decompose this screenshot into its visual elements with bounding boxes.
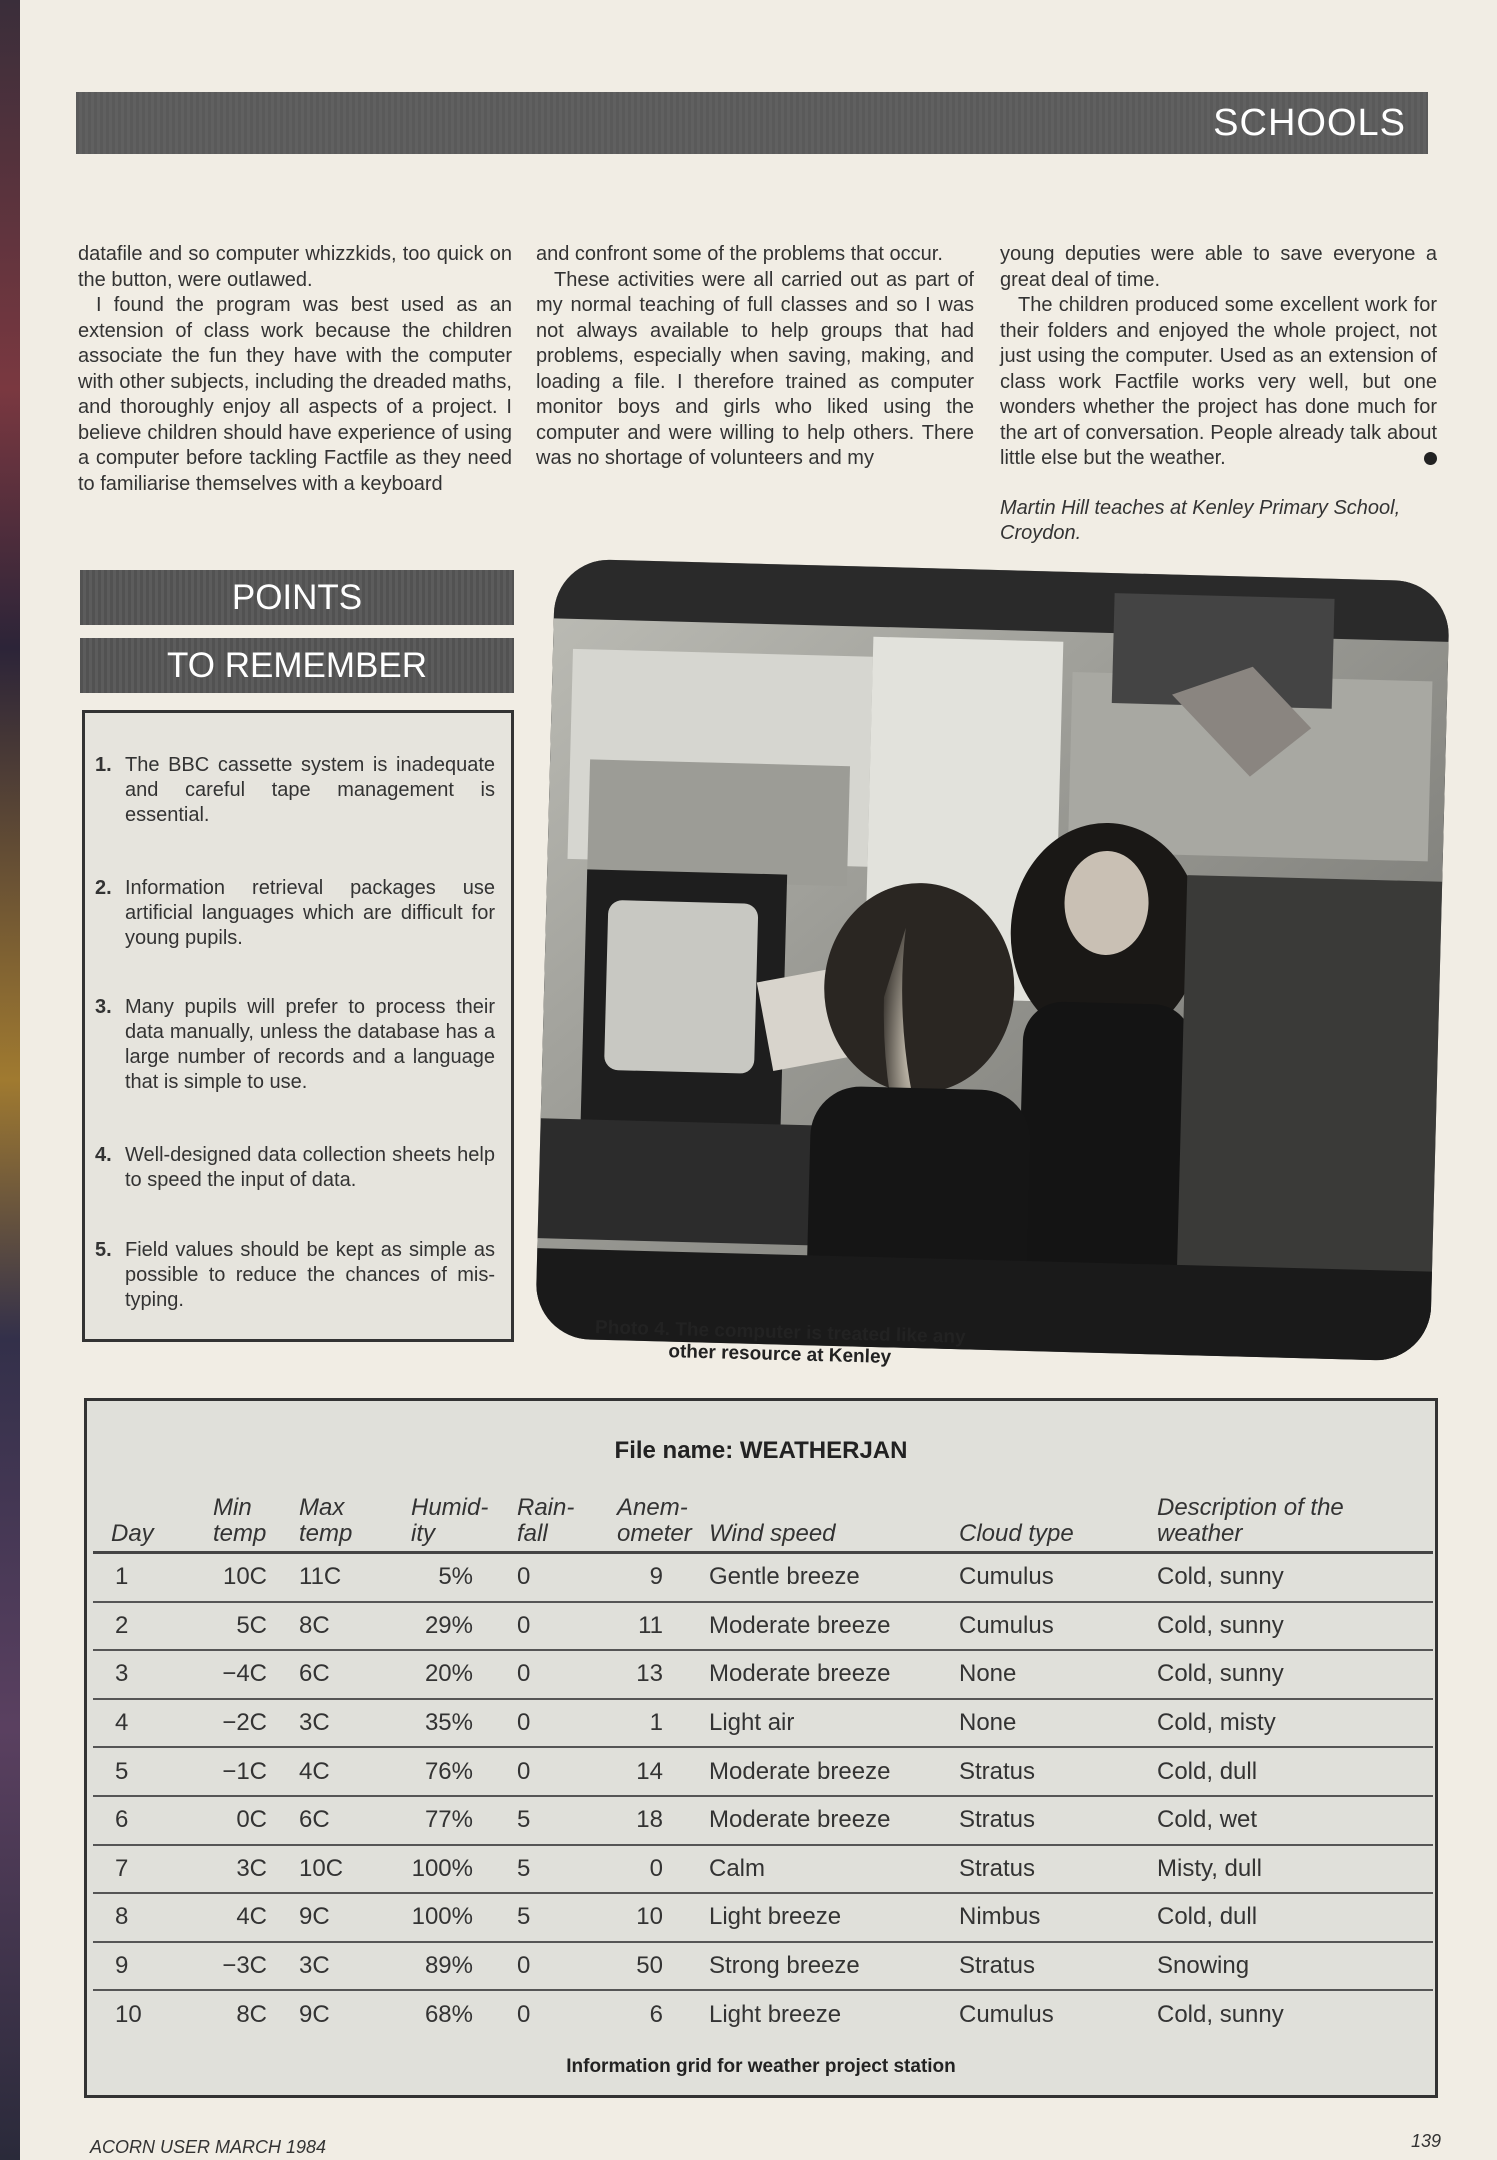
table-cell: 5 xyxy=(499,1845,599,1894)
table-cell: 14 xyxy=(599,1747,699,1796)
table-cell: 5% xyxy=(389,1553,499,1602)
table-row xyxy=(93,1942,1433,1991)
list-item xyxy=(95,753,495,828)
photo-illustration xyxy=(535,558,1450,1361)
table-body xyxy=(93,1553,1433,2038)
table-row xyxy=(93,1602,1433,1651)
item-text: Many pupils will prefer to process their data manually, unless the database has a large number of records and a language that is simple to use. xyxy=(125,996,495,1093)
table-cell: 5 xyxy=(499,1893,599,1942)
list-item xyxy=(95,995,495,1095)
table-cell: 11 xyxy=(599,1602,699,1651)
table-cell: Misty, dull xyxy=(1157,1845,1433,1894)
paragraph: These activities were all carried out as part of my normal teaching of full classes and so I was not always available to help groups that had problems, especially when saving, making, and loading a file. I therefore trained as computer monitor boys and girls who liked using the computer and were willing to help others. There was no shortage of volunteers and my xyxy=(536,268,974,469)
section-title: SCHOOLS xyxy=(1213,102,1406,144)
table-cell: 0 xyxy=(499,1699,599,1748)
paragraph xyxy=(1000,293,1437,472)
table-cell: 9C xyxy=(279,1893,389,1942)
item-number: 1. xyxy=(95,754,112,776)
column-header: Wind speed xyxy=(699,1477,949,1553)
column-header: Anem- ometer xyxy=(599,1477,699,1553)
list-item xyxy=(95,876,495,951)
article-column-2 xyxy=(536,242,974,472)
table-cell: 29% xyxy=(389,1602,499,1651)
table-cell: 10C xyxy=(183,1553,279,1602)
article-column-1 xyxy=(78,242,512,497)
table-cell: 8C xyxy=(279,1602,389,1651)
section-header-bar xyxy=(76,92,1428,154)
table-cell: None xyxy=(949,1650,1157,1699)
table-cell: 11C xyxy=(279,1553,389,1602)
table-row xyxy=(93,1699,1433,1748)
points-heading-line1: POINTS xyxy=(80,570,514,625)
publication-footer: ACORN USER MARCH 1984 xyxy=(90,2137,327,2157)
table-cell: Strong breeze xyxy=(699,1942,949,1991)
table-cell: 0 xyxy=(499,1602,599,1651)
table-cell: Moderate breeze xyxy=(699,1650,949,1699)
table-cell: Cold, misty xyxy=(1157,1699,1433,1748)
table-cell: 9 xyxy=(93,1942,183,1991)
points-heading-line2: TO REMEMBER xyxy=(80,638,514,693)
table-cell: 6 xyxy=(649,2000,663,2028)
table-cell: 1 xyxy=(599,1699,699,1748)
table-cell: 0 xyxy=(499,1942,599,1991)
table-cell: 68% xyxy=(424,2000,473,2028)
table-cell: 20% xyxy=(389,1650,499,1699)
table-cell: 0C xyxy=(183,1796,279,1845)
table-cell: 8 xyxy=(93,1893,183,1942)
table-cell: None xyxy=(949,1699,1157,1748)
table-cell: 0 xyxy=(599,1845,699,1894)
table-cell: Cold, sunny xyxy=(1157,2000,1284,2028)
column-header: Day xyxy=(93,1477,183,1553)
table-cell: Cumulus xyxy=(949,1553,1157,1602)
page-number: 139 xyxy=(1410,2131,1441,2151)
column-header: Rain- fall xyxy=(499,1477,599,1553)
information-grid-box xyxy=(84,1398,1438,2098)
paragraph: and confront some of the problems that occur. xyxy=(536,243,943,265)
table-cell: 100% xyxy=(389,1845,499,1894)
column-header: Humid- ity xyxy=(389,1477,499,1553)
table-cell: 5 xyxy=(93,1747,183,1796)
table-cell: Calm xyxy=(699,1845,949,1894)
item-number: 2. xyxy=(95,877,112,899)
table-cell: 10 xyxy=(599,1893,699,1942)
item-number: 3. xyxy=(95,996,112,1018)
table-cell: 8C xyxy=(236,2000,267,2028)
table-cell: Cold, dull xyxy=(1157,1747,1433,1796)
table-cell: Cumulus xyxy=(959,2000,1054,2028)
table-cell: Cold, sunny xyxy=(1157,1553,1433,1602)
table-cell: 2 xyxy=(93,1602,183,1651)
grid-title: File name: WEATHERJAN xyxy=(614,1437,908,1464)
table-cell: 10C xyxy=(279,1845,389,1894)
table-row xyxy=(93,1893,1433,1942)
author-byline: Martin Hill teaches at Kenley Primary School, Croydon. xyxy=(1000,496,1401,544)
table-cell: −4C xyxy=(183,1650,279,1699)
item-text: Well-designed data collection sheets help to speed the input of data. xyxy=(125,1144,495,1191)
end-of-article-bullet-icon xyxy=(1424,452,1437,465)
table-cell: Moderate breeze xyxy=(699,1796,949,1845)
photo-caption: Photo 4. The computer is treated like any other resource at Kenley xyxy=(594,1317,966,1368)
column-header: Max temp xyxy=(279,1477,389,1553)
grid-caption: Information grid for weather project station xyxy=(566,2056,956,2077)
table-cell: Light air xyxy=(699,1699,949,1748)
paragraph: datafile and so computer whizzkids, too quick on the button, were outlawed. xyxy=(78,243,512,291)
table-cell: Moderate breeze xyxy=(699,1747,949,1796)
table-cell: 3C xyxy=(183,1845,279,1894)
table-cell: Nimbus xyxy=(949,1893,1157,1942)
table-cell: 18 xyxy=(599,1796,699,1845)
weather-table xyxy=(93,1477,1433,2038)
table-cell: 76% xyxy=(389,1747,499,1796)
table-cell: Light breeze xyxy=(709,2000,842,2028)
table-cell: 10 xyxy=(115,2000,142,2028)
table-cell: 100% xyxy=(389,1893,499,1942)
table-cell: Gentle breeze xyxy=(699,1553,949,1602)
table-cell: 0 xyxy=(517,2000,531,2028)
table-cell: 3C xyxy=(279,1699,389,1748)
table-cell: 9C xyxy=(299,2000,330,2028)
table-cell: 9 xyxy=(599,1553,699,1602)
article-column-3 xyxy=(1000,242,1437,547)
table-cell: −2C xyxy=(183,1699,279,1748)
table-cell: 4 xyxy=(93,1699,183,1748)
list-item xyxy=(95,1238,495,1313)
table-row xyxy=(93,1796,1433,1845)
table-cell: 5C xyxy=(183,1602,279,1651)
item-number: 5. xyxy=(95,1239,112,1261)
paragraph: I found the program was best used as an extension of class work because the children associate the fun they have with the computer with other subjects, including the dreaded maths, and thoroughly enjoy all aspects of a project. I believe children should have experience of using a computer before tackling Factfile as they need to familiarise themselves with a keyboard xyxy=(78,294,512,495)
table-cell: 3 xyxy=(93,1650,183,1699)
table-row xyxy=(93,1845,1433,1894)
table-row xyxy=(93,1553,1433,1602)
table-cell: 5 xyxy=(499,1796,599,1845)
paragraph: young deputies were able to save everyone a great deal of time. xyxy=(1000,243,1437,291)
table-cell: Stratus xyxy=(949,1845,1157,1894)
table-cell: Cumulus xyxy=(949,1602,1157,1651)
table-cell: Stratus xyxy=(949,1942,1157,1991)
table-cell: 4C xyxy=(279,1747,389,1796)
table-cell: 0 xyxy=(499,1747,599,1796)
table-row xyxy=(93,1650,1433,1699)
table-cell: Cold, sunny xyxy=(1157,1602,1433,1651)
table-cell: Cold, dull xyxy=(1157,1893,1433,1942)
table-cell: 4C xyxy=(183,1893,279,1942)
column-header: Description of the weather xyxy=(1157,1477,1433,1553)
table-cell: −3C xyxy=(183,1942,279,1991)
adjacent-page-edge xyxy=(0,0,20,2160)
table-cell: Stratus xyxy=(949,1796,1157,1845)
item-text: The BBC cassette system is inadequate and careful tape management is essential. xyxy=(125,754,495,826)
table-row xyxy=(93,1990,1433,2038)
item-text: Information retrieval packages use artificial languages which are difficult for young pupils. xyxy=(125,877,495,949)
item-text: Field values should be kept as simple as possible to reduce the chances of mis-typing. xyxy=(125,1239,495,1311)
points-to-remember-box xyxy=(82,710,514,1342)
column-header: Cloud type xyxy=(949,1477,1157,1553)
column-header: Min temp xyxy=(183,1477,279,1553)
table-row xyxy=(93,1747,1433,1796)
table-cell: Cold, wet xyxy=(1157,1796,1433,1845)
table-cell: 6C xyxy=(279,1650,389,1699)
table-cell: 6C xyxy=(279,1796,389,1845)
table-cell: Stratus xyxy=(949,1747,1157,1796)
table-cell: 50 xyxy=(599,1942,699,1991)
table-cell: Snowing xyxy=(1157,1942,1433,1991)
table-cell: Light breeze xyxy=(699,1893,949,1942)
table-cell: 0 xyxy=(499,1650,599,1699)
table-cell: Cold, sunny xyxy=(1157,1650,1433,1699)
list-item xyxy=(95,1143,495,1193)
table-cell: 3C xyxy=(279,1942,389,1991)
table-cell: 1 xyxy=(93,1553,183,1602)
table-cell: 0 xyxy=(499,1553,599,1602)
table-cell: −1C xyxy=(183,1747,279,1796)
paragraph-text: The children produced some excellent work for their folders and enjoyed the whole project, not just using the computer. Used as an extension of class work Factfile works very well, but one wonders whether the project has done much for the art of conversation. People already talk about little else but the weather. xyxy=(1000,294,1437,469)
table-cell: 35% xyxy=(389,1699,499,1748)
table-cell: 77% xyxy=(389,1796,499,1845)
item-number: 4. xyxy=(95,1144,112,1166)
table-header-row xyxy=(93,1477,1433,1553)
table-cell: Moderate breeze xyxy=(699,1602,949,1651)
classroom-photo xyxy=(535,558,1450,1361)
table-cell: 13 xyxy=(599,1650,699,1699)
table-cell: 89% xyxy=(389,1942,499,1991)
table-cell: 6 xyxy=(93,1796,183,1845)
table-cell: 7 xyxy=(93,1845,183,1894)
